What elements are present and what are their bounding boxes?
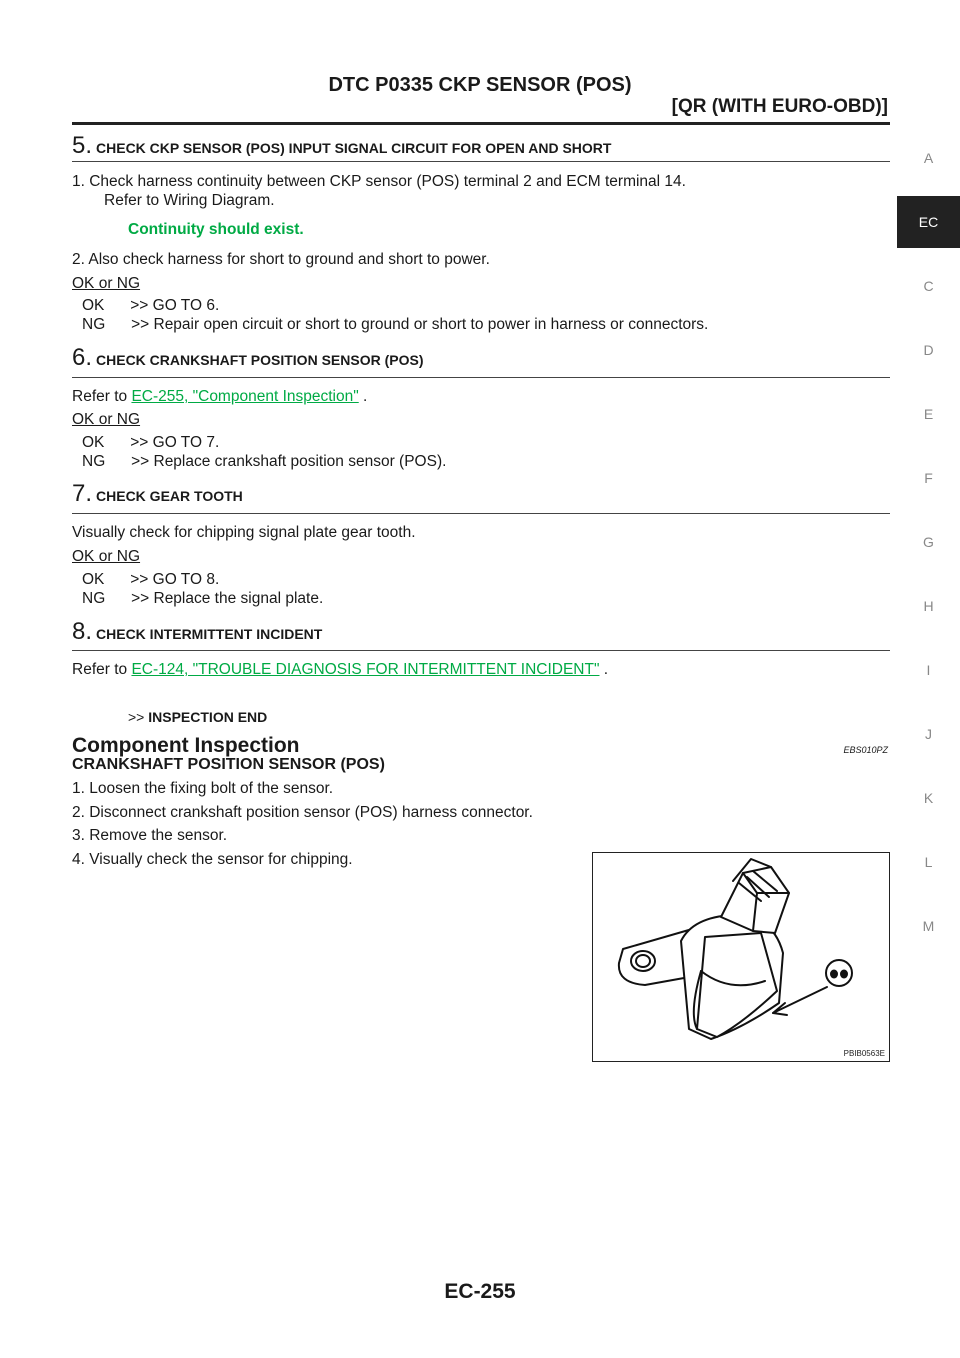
sidebar-tab-a[interactable]: A bbox=[923, 150, 934, 166]
step-rule bbox=[72, 377, 890, 378]
step-rule bbox=[72, 650, 890, 651]
component-inspection-subtitle: CRANKSHAFT POSITION SENSOR (POS) bbox=[72, 756, 385, 773]
page-title: DTC P0335 CKP SENSOR (POS) bbox=[328, 74, 632, 96]
procedure-item: 1. Loosen the fixing bolt of the sensor. bbox=[72, 780, 334, 797]
sensor-figure bbox=[592, 852, 890, 1062]
sidebar-tab-g[interactable]: G bbox=[923, 534, 934, 550]
procedure-item: 3. Remove the sensor. bbox=[72, 827, 228, 844]
step-5-line1: 1. Check harness continuity between CKP sensor (POS) terminal 2 and ECM terminal 14. bbox=[72, 173, 686, 190]
step-number: 6. bbox=[72, 344, 93, 371]
header-rule bbox=[72, 122, 890, 125]
refer-suffix: . bbox=[599, 661, 609, 678]
ng-result: NG >> Repair open circuit or short to ground or short to power in harness or connectors. bbox=[82, 316, 709, 333]
component-inspection-link[interactable]: EC-255, "Component Inspection" bbox=[131, 388, 359, 405]
sidebar-tab-m[interactable]: M bbox=[922, 918, 935, 934]
step-7-heading bbox=[72, 480, 890, 508]
ok-result: OK >> GO TO 8. bbox=[82, 571, 220, 588]
ng-result: NG >> Replace crankshaft position sensor (POS). bbox=[82, 453, 447, 470]
step-label: CHECK CRANKSHAFT POSITION SENSOR (POS) bbox=[96, 352, 424, 368]
step-5-heading bbox=[72, 132, 890, 160]
step-8-refer bbox=[72, 660, 608, 680]
component-inspection-code: EBS010PZ bbox=[843, 745, 888, 755]
continuity-note: Continuity should exist. bbox=[128, 221, 304, 238]
refer-suffix: . bbox=[358, 388, 368, 405]
step-5-line2: 2. Also check harness for short to ground and short to power. bbox=[72, 251, 490, 268]
step-6-heading bbox=[72, 344, 890, 372]
procedure-item: 4. Visually check the sensor for chipping. bbox=[72, 851, 353, 868]
end-prefix: >> bbox=[128, 709, 145, 725]
sidebar-tab-d[interactable]: D bbox=[923, 342, 934, 358]
ok-result: OK >> GO TO 7. bbox=[82, 434, 220, 451]
sidebar-tab-c[interactable]: C bbox=[923, 278, 934, 294]
sidebar-tab-i[interactable]: I bbox=[926, 662, 931, 678]
sidebar-tab-e[interactable]: E bbox=[923, 406, 934, 422]
sidebar-tab-f[interactable]: F bbox=[924, 470, 933, 486]
sidebar-tab-ec[interactable]: EC bbox=[897, 196, 960, 248]
step-8-heading bbox=[72, 618, 890, 646]
page-number: EC-255 bbox=[444, 1280, 516, 1303]
step-rule bbox=[72, 161, 890, 162]
step-6-refer bbox=[72, 387, 367, 407]
sidebar-tab-h[interactable]: H bbox=[923, 598, 934, 614]
step-number: 5. bbox=[72, 132, 93, 159]
ok-result: OK >> GO TO 6. bbox=[82, 297, 220, 314]
ok-or-ng-label: OK or NG bbox=[72, 411, 141, 428]
page-subtitle: [QR (WITH EURO-OBD)] bbox=[671, 96, 888, 117]
ok-or-ng-label: OK or NG bbox=[72, 275, 141, 292]
figure-code: PBIB0563E bbox=[843, 1049, 885, 1058]
step-label: CHECK INTERMITTENT INCIDENT bbox=[96, 626, 323, 642]
sidebar-tab-j[interactable]: J bbox=[925, 726, 932, 742]
step-label: CHECK GEAR TOOTH bbox=[96, 488, 243, 504]
intermittent-incident-link[interactable]: EC-124, "TROUBLE DIAGNOSIS FOR INTERMITTENT INCIDENT" bbox=[131, 661, 600, 678]
step-number: 8. bbox=[72, 618, 93, 645]
component-inspection-title: Component Inspection bbox=[72, 734, 300, 757]
sidebar-tab-k[interactable]: K bbox=[923, 790, 934, 806]
procedure-item: 2. Disconnect crankshaft position sensor (POS) harness connector. bbox=[72, 804, 533, 821]
step-7-body: Visually check for chipping signal plate gear tooth. bbox=[72, 524, 416, 541]
refer-prefix: Refer to bbox=[72, 661, 132, 678]
ok-or-ng-label: OK or NG bbox=[72, 548, 141, 565]
step-number: 7. bbox=[72, 480, 93, 507]
step-label: CHECK CKP SENSOR (POS) INPUT SIGNAL CIRCUIT FOR OPEN AND SHORT bbox=[96, 140, 612, 156]
refer-prefix: Refer to bbox=[72, 388, 132, 405]
step-5-line1b: Refer to Wiring Diagram. bbox=[104, 192, 275, 209]
step-rule bbox=[72, 513, 890, 514]
crankshaft-sensor-illustration bbox=[593, 853, 889, 1061]
ng-result: NG >> Replace the signal plate. bbox=[82, 590, 324, 607]
sidebar-tab-l[interactable]: L bbox=[924, 854, 933, 870]
inspection-end bbox=[128, 707, 267, 727]
end-label: INSPECTION END bbox=[148, 709, 268, 725]
